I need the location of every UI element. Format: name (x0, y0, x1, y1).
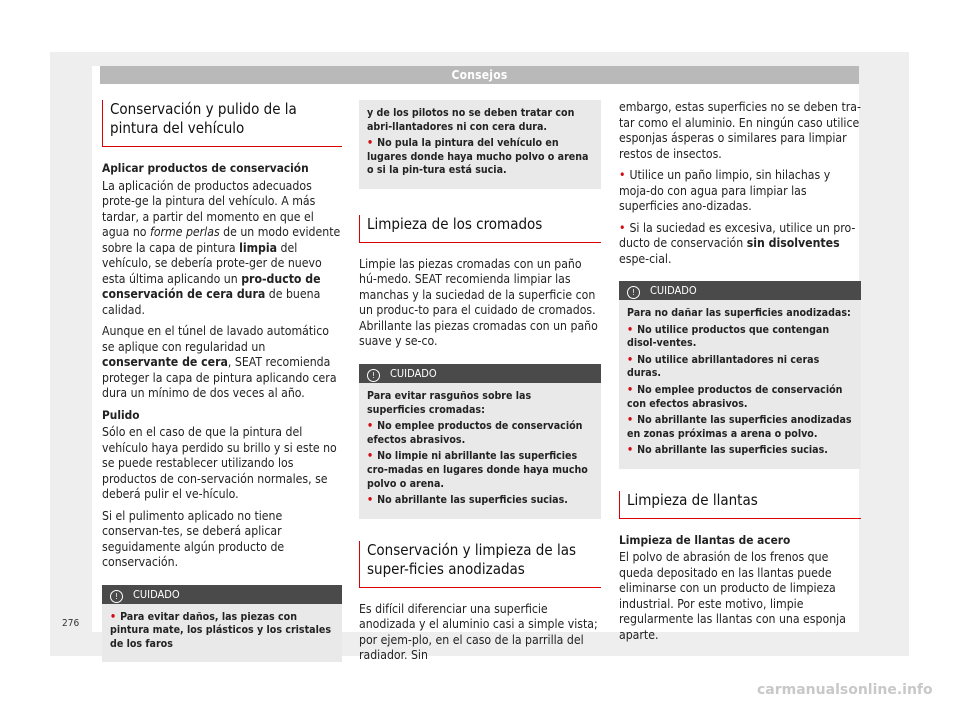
bullet-icon: • (367, 494, 374, 507)
watermark: carmanualsonline.info (757, 682, 933, 698)
caution-intro: Para no dañar las superficies anodizadas: (627, 307, 851, 319)
section-title-anodized: Conservación y limpieza de las super-ficies anodizadas (359, 541, 601, 588)
caution-item: • No utilice abrillantadores ni ceras duras. (627, 353, 820, 380)
section-title-wheels: Limpieza de llantas (619, 491, 861, 519)
caution-text: y de los pilotos no se deben tratar con abri-llantadores ni con cera dura. (367, 107, 575, 133)
column-2 (359, 100, 601, 670)
paragraph: Limpie las piezas cromadas con un paño hú-medo. SEAT recomienda limpiar las manchas y la suciedad de la superficie con un produc-to para el cuidado de cromados. Abrillante las piezas cromadas con un paño suave y se-co. (359, 256, 598, 349)
bullet-icon: • (627, 323, 634, 336)
paragraph: Sólo en el caso de que la pintura del vehículo haya perdido su brillo y si este no se puede restablecer utilizando los productos de con-servación normales, se deberá pulir el ve-hículo. (102, 425, 337, 501)
caution-body (102, 604, 342, 663)
bullet-item: • Si la suciedad es excesiva, utilice un pro-ducto de conservación sin disolventes espe-cial. (619, 220, 856, 266)
caution-item: • Para evitar daños, las piezas con pintura mate, los plásticos y los cristales de los faros (110, 610, 331, 650)
paragraph: Aunque en el túnel de lavado automático se aplique con regularidad un conservante de cera, SEAT recomienda proteger la capa de pintura aplicando cera dura un mínimo de dos veces al año. (102, 324, 337, 400)
caution-body (359, 383, 601, 519)
caution-icon: ! (627, 286, 640, 299)
caution-item: • No abrillante las superficies sucias. (627, 444, 828, 457)
caution-item: • No utilice productos que contengan disol-ventes. (627, 323, 830, 350)
bullet-icon: • (627, 383, 634, 396)
caution-icon: ! (110, 590, 123, 603)
bullet-icon: • (367, 450, 374, 463)
caution-item: • No abrillante las superficies anodizadas en zonas próximas a arena o polvo. (627, 414, 852, 440)
paragraph: El polvo de abrasión de los frenos que queda depositado en las llantas puede eliminarse con un producto de limpieza industrial. Por este motivo, limpie regularmente las llantas con una esponja aparte. (619, 550, 846, 642)
caution-body (359, 100, 601, 189)
caution-intro: Para evitar rasguños sobre las superficies cromadas: (367, 389, 532, 416)
caution-header: ! CUIDADO (359, 364, 601, 383)
page-number: 276 (62, 618, 80, 629)
caution-header: ! CUIDADO (102, 585, 342, 604)
caution-body (619, 300, 861, 469)
caution-item: • No pula la pintura del vehículo en lugares donde haya mucho polvo o arena o si la pin-tura está sucia. (367, 137, 589, 177)
subheading-steel-wheels: Limpieza de llantas de acero (619, 532, 791, 547)
paragraph: Si el pulimento aplicado no tiene conservan-tes, se deberá aplicar seguidamente algún producto de conservación. (102, 508, 285, 569)
bullet-icon: • (627, 353, 634, 366)
bullet-item: • Utilice un paño limpio, sin hilachas y moja-do con agua para limpiar las superficies ano-dizadas. (619, 168, 831, 213)
caution-item: • No limpie ni abrillante las superficies cro-madas en lugares donde haya mucho polvo o arena. (367, 450, 588, 490)
subheading-polishing: Pulido (102, 407, 140, 422)
caution-icon: ! (367, 369, 380, 382)
bullet-icon: • (110, 610, 117, 623)
caution-box (359, 364, 601, 519)
section-title-chrome: Limpieza de los cromados (359, 215, 601, 243)
section-title-paint: Conservación y pulido de la pintura del vehículo (102, 100, 342, 147)
bullet-icon: • (367, 420, 374, 433)
caution-item: • No abrillante las superficies sucias. (367, 494, 568, 507)
bullet-icon: • (619, 220, 626, 235)
bullet-icon: • (619, 168, 626, 182)
paragraph: Es difícil diferenciar una superficie anodizada y el aluminio casi a simple vista; por ejem-plo, en el caso de la parrilla del radiador. Sin (359, 601, 598, 663)
paragraph: embargo, estas superficies no se deben tra-tar como el aluminio. En ningún caso utilice esponjas ásperas o similares para limpiar restos de insectos. (619, 100, 861, 161)
caution-header: ! CUIDADO (619, 281, 861, 300)
column-3 (619, 100, 861, 649)
caution-item: • No emplee productos de conservación con efectos abrasivos. (627, 383, 843, 410)
subheading-conservation: Aplicar productos de conservación (102, 161, 309, 175)
bullet-icon: • (627, 414, 634, 427)
paragraph: La aplicación de productos adecuados prote-ge la pintura del vehículo. A más tardar, a partir del momento en que el agua no forme perlas de un modo evidente sobre la capa de pintura limpia del vehículo, se debería prote-ger de nuevo esta última aplicando un pro-ducto de conservación de cera dura de buena calidad. (102, 178, 341, 317)
bullet-icon: • (367, 137, 374, 150)
bullet-icon: • (627, 444, 634, 457)
caution-box (102, 585, 342, 663)
caution-box (619, 281, 861, 469)
caution-item: • No emplee productos de conservación efectos abrasivos. (367, 420, 583, 446)
chapter-header: Consejos (100, 66, 859, 84)
column-1 (102, 100, 342, 674)
caution-box-continued (359, 100, 601, 189)
